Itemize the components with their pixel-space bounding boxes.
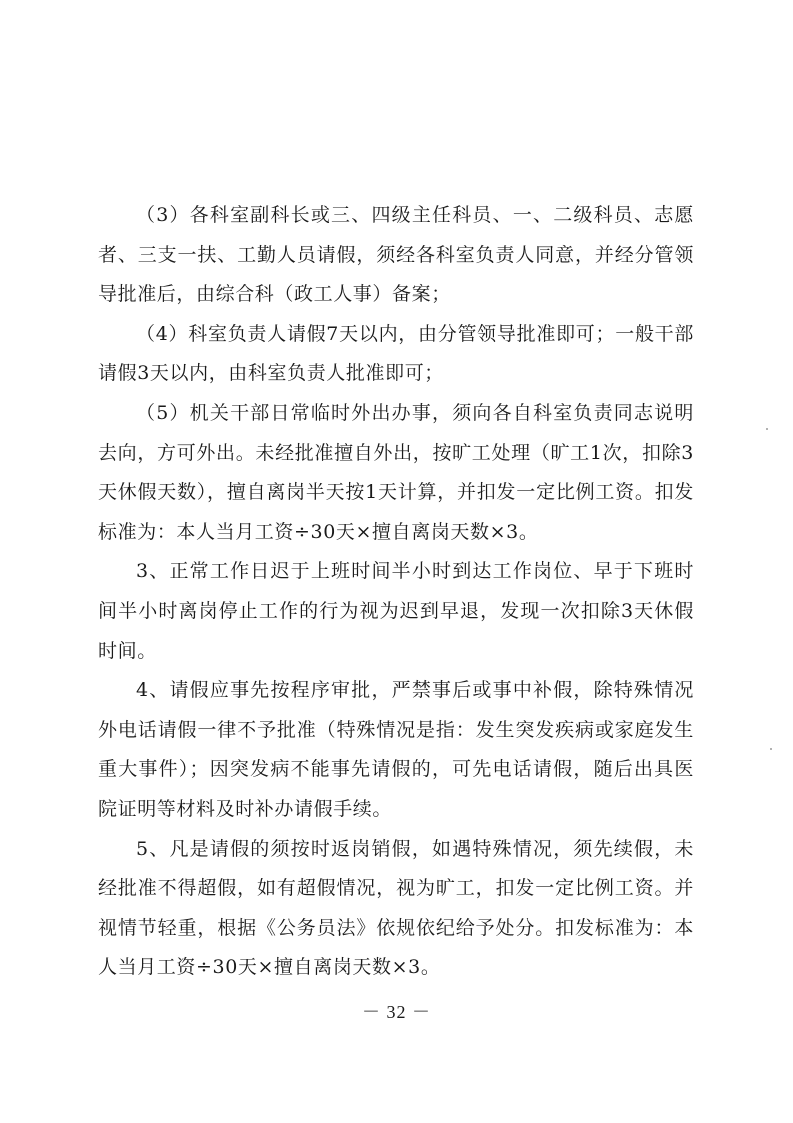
paragraph-3-deputy-leave: （3）各科室副科长或三、四级主任科员、一、二级科员、志愿者、三支一扶、工勤人员请假，须经各科室负责人同意，并经分管领导批准后，由综合科（政工人事）备案； [98, 204, 694, 306]
document-body [98, 196, 694, 988]
scan-speck [766, 428, 768, 430]
scan-speck [770, 748, 772, 750]
paragraph-return-from-leave-rule: 5、凡是请假的须按时返岗销假，如遇特殊情况，须先续假，未经批准不得超假，如有超假情况，视为旷工，扣发一定比例工资。并视情节轻重，根据《公务员法》依规依纪给予处分。扣发标准为：本人当月工资÷30天×擅自离岗天数×3。 [98, 837, 694, 979]
page-number: － 32 － [362, 1002, 431, 1022]
paragraph-leave-approval-rule: 4、请假应事先按程序审批，严禁事后或事中补假，除特殊情况外电话请假一律不予批准（特殊情况是指：发生突发疾病或家庭发生重大事件）；因突发病不能事先请假的，可先电话请假，随后出具医院证明等材料及时补办请假手续。 [98, 679, 694, 820]
paragraph-5-temporary-outing: （5）机关干部日常临时外出办事，须向各自科室负责同志说明去向，方可外出。未经批准擅自外出，按旷工处理（旷工1次，扣除3天休假天数），擅自离岗半天按1天计算，并扣发一定比例工资。扣发标准为：本人当月工资÷30天×擅自离岗天数×3。 [98, 401, 694, 543]
paragraph-4-section-head-leave: （4）科室负责人请假7天以内，由分管领导批准即可；一般干部请假3天以内，由科室负责人批准即可； [98, 322, 694, 385]
paragraph-lateness-rule: 3、正常工作日迟于上班时间半小时到达工作岗位、早于下班时间半小时离岗停止工作的行为视为迟到早退，发现一次扣除3天休假时间。 [98, 560, 694, 662]
